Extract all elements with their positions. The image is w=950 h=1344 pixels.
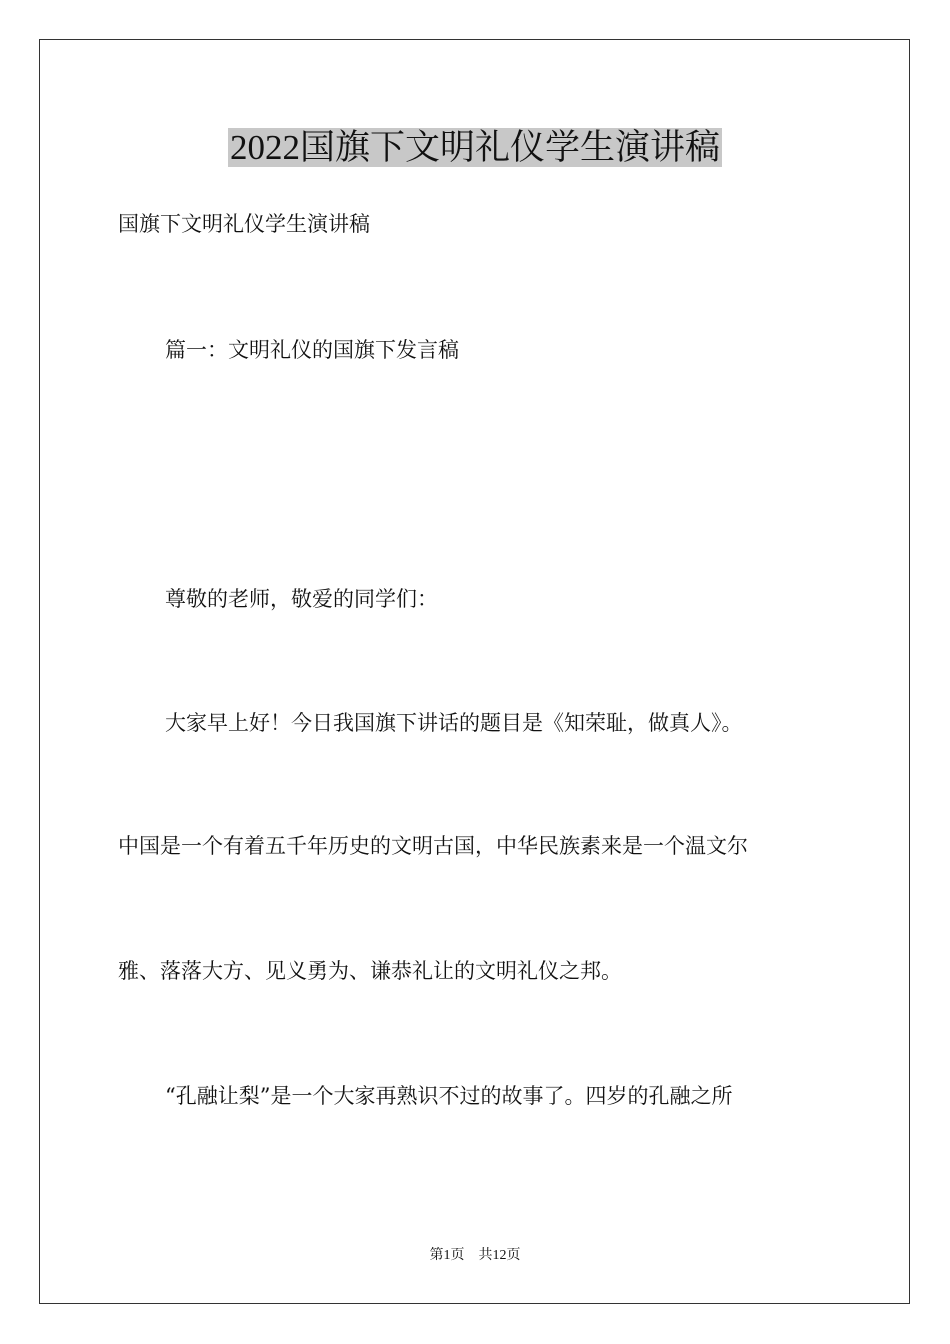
paragraph-line: 雅、落落大方、见义勇为、谦恭礼让的文明礼仪之邦。 [118, 959, 622, 983]
section-heading: 篇一：文明礼仪的国旗下发言稿 [165, 338, 459, 362]
document-title-text: 2022国旗下文明礼仪学生演讲稿 [229, 128, 720, 167]
subtitle-line: 国旗下文明礼仪学生演讲稿 [118, 212, 370, 236]
page-number-total: 共12页 [478, 1248, 521, 1263]
paragraph-line: “孔融让梨”是一个大家再熟识不过的故事了。四岁的孔融之所 [165, 1084, 733, 1108]
page-footer [0, 1247, 950, 1265]
page-number-current: 第1页 [429, 1248, 465, 1263]
paragraph-line: 中国是一个有着五千年历史的文明古国，中华民族素来是一个温文尔 [118, 834, 748, 858]
document-title [0, 126, 950, 170]
paragraph-greeting: 大家早上好！今日我国旗下讲话的题目是《知荣耻，做真人》。 [165, 711, 743, 735]
salutation: 尊敬的老师，敬爱的同学们： [165, 587, 438, 611]
